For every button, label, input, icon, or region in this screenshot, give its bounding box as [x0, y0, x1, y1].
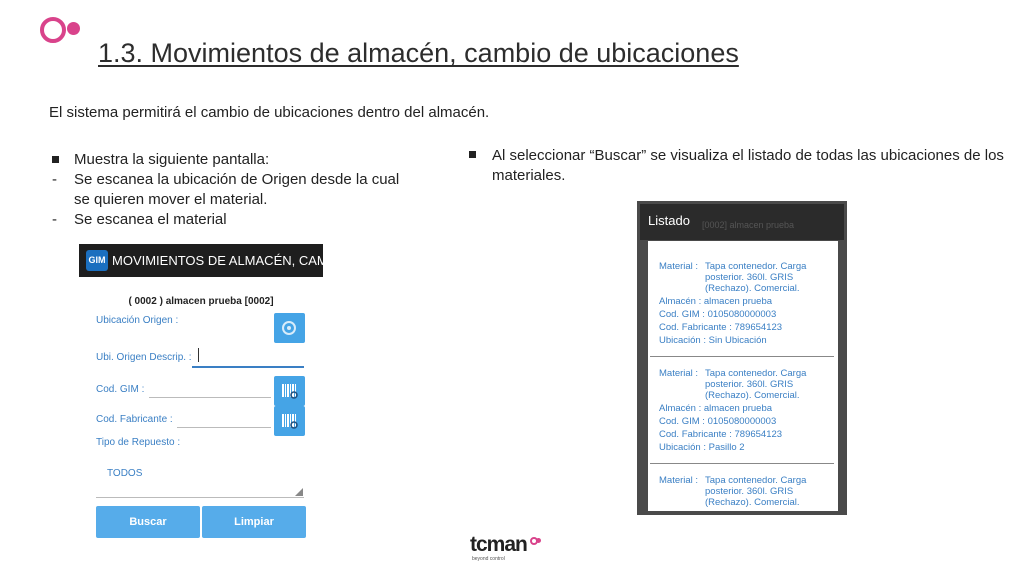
list-item[interactable]: [659, 261, 834, 346]
material-value: (Rechazo). Comercial.: [705, 390, 800, 401]
ubicacion-row: Ubicación : Sin Ubicación: [659, 335, 767, 346]
material-value: Tapa contenedor. Carga: [705, 475, 807, 486]
slide-title: 1.3. Movimientos de almacén, cambio de ubicaciones: [98, 38, 739, 68]
left-bullet-2-cont: se quieren mover el material.: [74, 191, 268, 208]
material-label: Material :: [659, 475, 699, 486]
material-value: (Rechazo). Comercial.: [705, 283, 800, 294]
scan-origin-button[interactable]: [274, 313, 305, 343]
square-bullet-icon: [52, 156, 59, 163]
ubicacion-row: Ubicación : Pasillo 2: [659, 442, 745, 453]
material-value: posterior. 360l. GRIS: [705, 272, 794, 283]
barcode-icon: [274, 406, 305, 436]
dash-bullet: -: [52, 171, 57, 188]
almacen-row: Almacén : almacen prueba: [659, 296, 773, 307]
dropdown-corner-icon: [295, 488, 303, 496]
barcode-scan-gim-button[interactable]: [274, 376, 305, 406]
gim-logo-icon: GIM: [86, 250, 108, 271]
material-value: Tapa contenedor. Carga: [705, 261, 807, 272]
cod-fabricante-row: Cod. Fabricante : 789654123: [659, 322, 783, 333]
brand-logo-ring: [40, 17, 66, 43]
cod-gim-row: Cod. GIM : 0105080000003: [659, 309, 777, 320]
select-underline: [96, 497, 304, 498]
left-bullet-3: Se escanea el material: [74, 211, 227, 228]
left-bullet-2: Se escanea la ubicación de Origen desde la cual: [74, 171, 400, 188]
footer-brand: tcman: [470, 533, 527, 556]
divider: [650, 463, 834, 464]
barcode-icon: [274, 376, 305, 406]
barcode-scan-fabricante-button[interactable]: [274, 406, 305, 436]
list-item[interactable]: [659, 475, 834, 508]
cod-gim-input[interactable]: [149, 397, 271, 398]
almacen-row: Almacén : almacen prueba: [659, 403, 773, 414]
origin-descrip-label: Ubi. Origen Descrip. :: [96, 352, 192, 363]
text-cursor: [198, 348, 199, 362]
slide-intro: El sistema permitirá el cambio de ubicaciones dentro del almacén.: [49, 104, 490, 121]
app-header: [79, 244, 339, 277]
warehouse-subtitle: ( 0002 ) almacen prueba [0002]: [128, 296, 274, 307]
footer-tagline: beyond control: [472, 556, 505, 562]
tipo-repuesto-select[interactable]: TODOS: [107, 468, 143, 479]
origin-descrip-input[interactable]: [192, 366, 304, 368]
listado-title: Listado: [648, 213, 690, 228]
list-item[interactable]: [659, 368, 834, 453]
material-value: posterior. 360l. GRIS: [705, 486, 794, 497]
right-bullet-line2: materiales.: [492, 167, 566, 184]
origin-location-label: Ubicación Origen :: [96, 315, 179, 326]
footer-logo-dot: [536, 538, 541, 543]
phone-screenshot-listado: [637, 201, 847, 515]
limpiar-button[interactable]: Limpiar: [202, 506, 306, 538]
listado-header: [640, 204, 844, 240]
material-label: Material :: [659, 368, 699, 379]
cod-fabricante-input[interactable]: [177, 427, 271, 428]
tipo-repuesto-label: Tipo de Repuesto :: [96, 437, 181, 448]
left-bullet-1: Muestra la siguiente pantalla:: [74, 151, 270, 168]
header-ghost-text: [0002] almacen prueba: [702, 220, 795, 230]
cod-fabricante-label: Cod. Fabricante :: [96, 414, 173, 425]
cod-fabricante-row: Cod. Fabricante : 789654123: [659, 429, 783, 440]
material-value: posterior. 360l. GRIS: [705, 379, 794, 390]
material-value: (Rechazo). Comercial.: [705, 497, 800, 508]
scan-icon: [274, 313, 305, 343]
app-title: MOVIMIENTOS DE ALMACÉN, CAM...: [112, 253, 339, 268]
cod-gim-label: Cod. GIM :: [96, 384, 145, 395]
material-label: Material :: [659, 261, 699, 272]
listado-body[interactable]: [648, 241, 838, 511]
square-bullet-icon: [469, 151, 476, 158]
dash-bullet: -: [52, 211, 57, 228]
right-bullet-line1: Al seleccionar “Buscar” se visualiza el listado de todas las ubicaciones de los: [492, 147, 1004, 164]
cod-gim-row: Cod. GIM : 0105080000003: [659, 416, 777, 427]
divider: [650, 356, 834, 357]
phone-screenshot-form: [79, 244, 339, 544]
material-value: Tapa contenedor. Carga: [705, 368, 807, 379]
buscar-button[interactable]: Buscar: [96, 506, 200, 538]
brand-logo-dot: [67, 22, 80, 35]
